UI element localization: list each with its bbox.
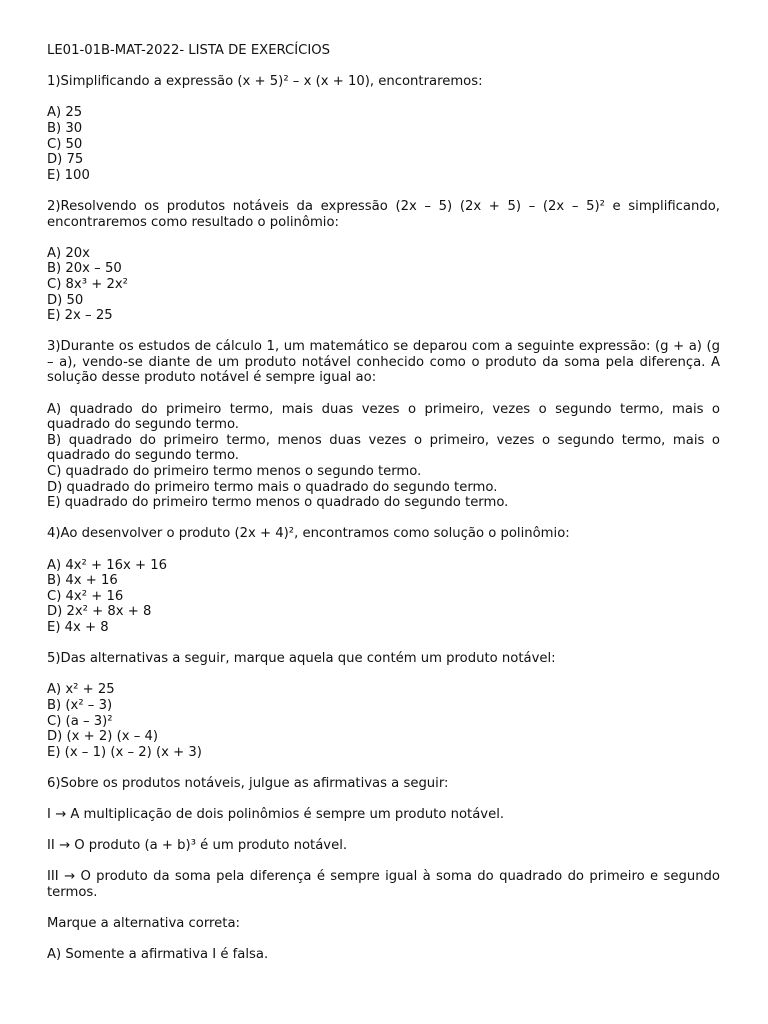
option-d: D) (x + 2) (x – 4) bbox=[47, 729, 159, 745]
spacer bbox=[47, 59, 720, 75]
option-b: B) 4x + 16 bbox=[47, 573, 118, 589]
option-b: B) quadrado do primeiro termo, menos duas vezes o primeiro, vezes o segundo termo, mais o quadrado do segundo termo. bbox=[47, 432, 720, 464]
question-6-options bbox=[47, 947, 720, 963]
question-3 bbox=[47, 339, 720, 511]
option-c: C) 50 bbox=[47, 136, 83, 152]
document-title: LE01-01B-MAT-2022- LISTA DE EXERCÍCIOS bbox=[47, 43, 330, 58]
option-a: A) Somente a afirmativa I é falsa. bbox=[47, 947, 269, 963]
option-c: C) 8x³ + 2x² bbox=[47, 276, 128, 292]
question-3-options bbox=[47, 402, 720, 511]
option-e: E) 100 bbox=[47, 167, 90, 183]
option-d: D) quadrado do primeiro termo mais o quadrado do segundo termo. bbox=[47, 479, 498, 495]
option-c: C) (a – 3)² bbox=[47, 713, 113, 729]
option-d: D) 75 bbox=[47, 152, 84, 168]
option-e: E) 2x – 25 bbox=[47, 308, 113, 324]
option-e: E) (x – 1) (x – 2) (x + 3) bbox=[47, 744, 202, 760]
option-b: B) 20x – 50 bbox=[47, 261, 122, 277]
question-5-options bbox=[47, 682, 720, 760]
option-a: A) 4x² + 16x + 16 bbox=[47, 557, 168, 573]
question-4-prompt: 4)Ao desenvolver o produto (2x + 4)², encontramos como solução o polinômio: bbox=[47, 526, 570, 542]
question-2-prompt: 2)Resolvendo os produtos notáveis da expressão (2x – 5) (2x + 5) – (2x – 5)² e simplificando, encontraremos como resultado o polinômio: bbox=[47, 198, 720, 230]
question-6-prompt: 6)Sobre os produtos notáveis, julgue as afirmativas a seguir: bbox=[47, 775, 449, 791]
question-2 bbox=[47, 199, 720, 324]
option-a: A) x² + 25 bbox=[47, 682, 115, 698]
option-d: D) 50 bbox=[47, 292, 84, 308]
statement-ii: II → O produto (a + b)³ é um produto notável. bbox=[47, 838, 348, 854]
question-6 bbox=[47, 776, 720, 963]
question-4 bbox=[47, 526, 720, 635]
question-4-options bbox=[47, 558, 720, 636]
question-1-options bbox=[47, 105, 720, 183]
statement-iii: III → O produto da soma pela diferença é sempre igual à soma do quadrado do primeiro e segundo termos. bbox=[47, 869, 720, 901]
question-1-prompt: 1)Simplificando a expressão (x + 5)² – x (x + 10), encontraremos: bbox=[47, 74, 483, 90]
question-5 bbox=[47, 651, 720, 760]
option-a: A) 25 bbox=[47, 105, 83, 121]
option-d: D) 2x² + 8x + 8 bbox=[47, 604, 152, 620]
option-e: E) 4x + 8 bbox=[47, 619, 109, 635]
option-c: C) quadrado do primeiro termo menos o segundo termo. bbox=[47, 464, 422, 480]
question-1 bbox=[47, 74, 720, 183]
question-3-prompt: 3)Durante os estudos de cálculo 1, um matemático se deparou com a seguinte expressão: (g + a) (g – a), vendo-se diante de um produto notável conhecido como o produto da soma pela diferença. A solução desse produto notável é sempre igual ao: bbox=[47, 339, 720, 386]
option-c: C) 4x² + 16 bbox=[47, 588, 124, 604]
option-a: A) quadrado do primeiro termo, mais duas vezes o primeiro, vezes o segundo termo, mais o quadrado do segundo termo. bbox=[47, 401, 720, 433]
option-a: A) 20x bbox=[47, 245, 90, 261]
statement-i: I → A multiplicação de dois polinômios é sempre um produto notável. bbox=[47, 807, 505, 823]
question-2-options bbox=[47, 246, 720, 324]
option-b: B) 30 bbox=[47, 120, 83, 136]
question-5-prompt: 5)Das alternativas a seguir, marque aquela que contém um produto notável: bbox=[47, 651, 556, 667]
question-6-instruction: Marque a alternativa correta: bbox=[47, 916, 240, 932]
option-e: E) quadrado do primeiro termo menos o quadrado do segundo termo. bbox=[47, 495, 509, 511]
option-b: B) (x² – 3) bbox=[47, 697, 113, 713]
